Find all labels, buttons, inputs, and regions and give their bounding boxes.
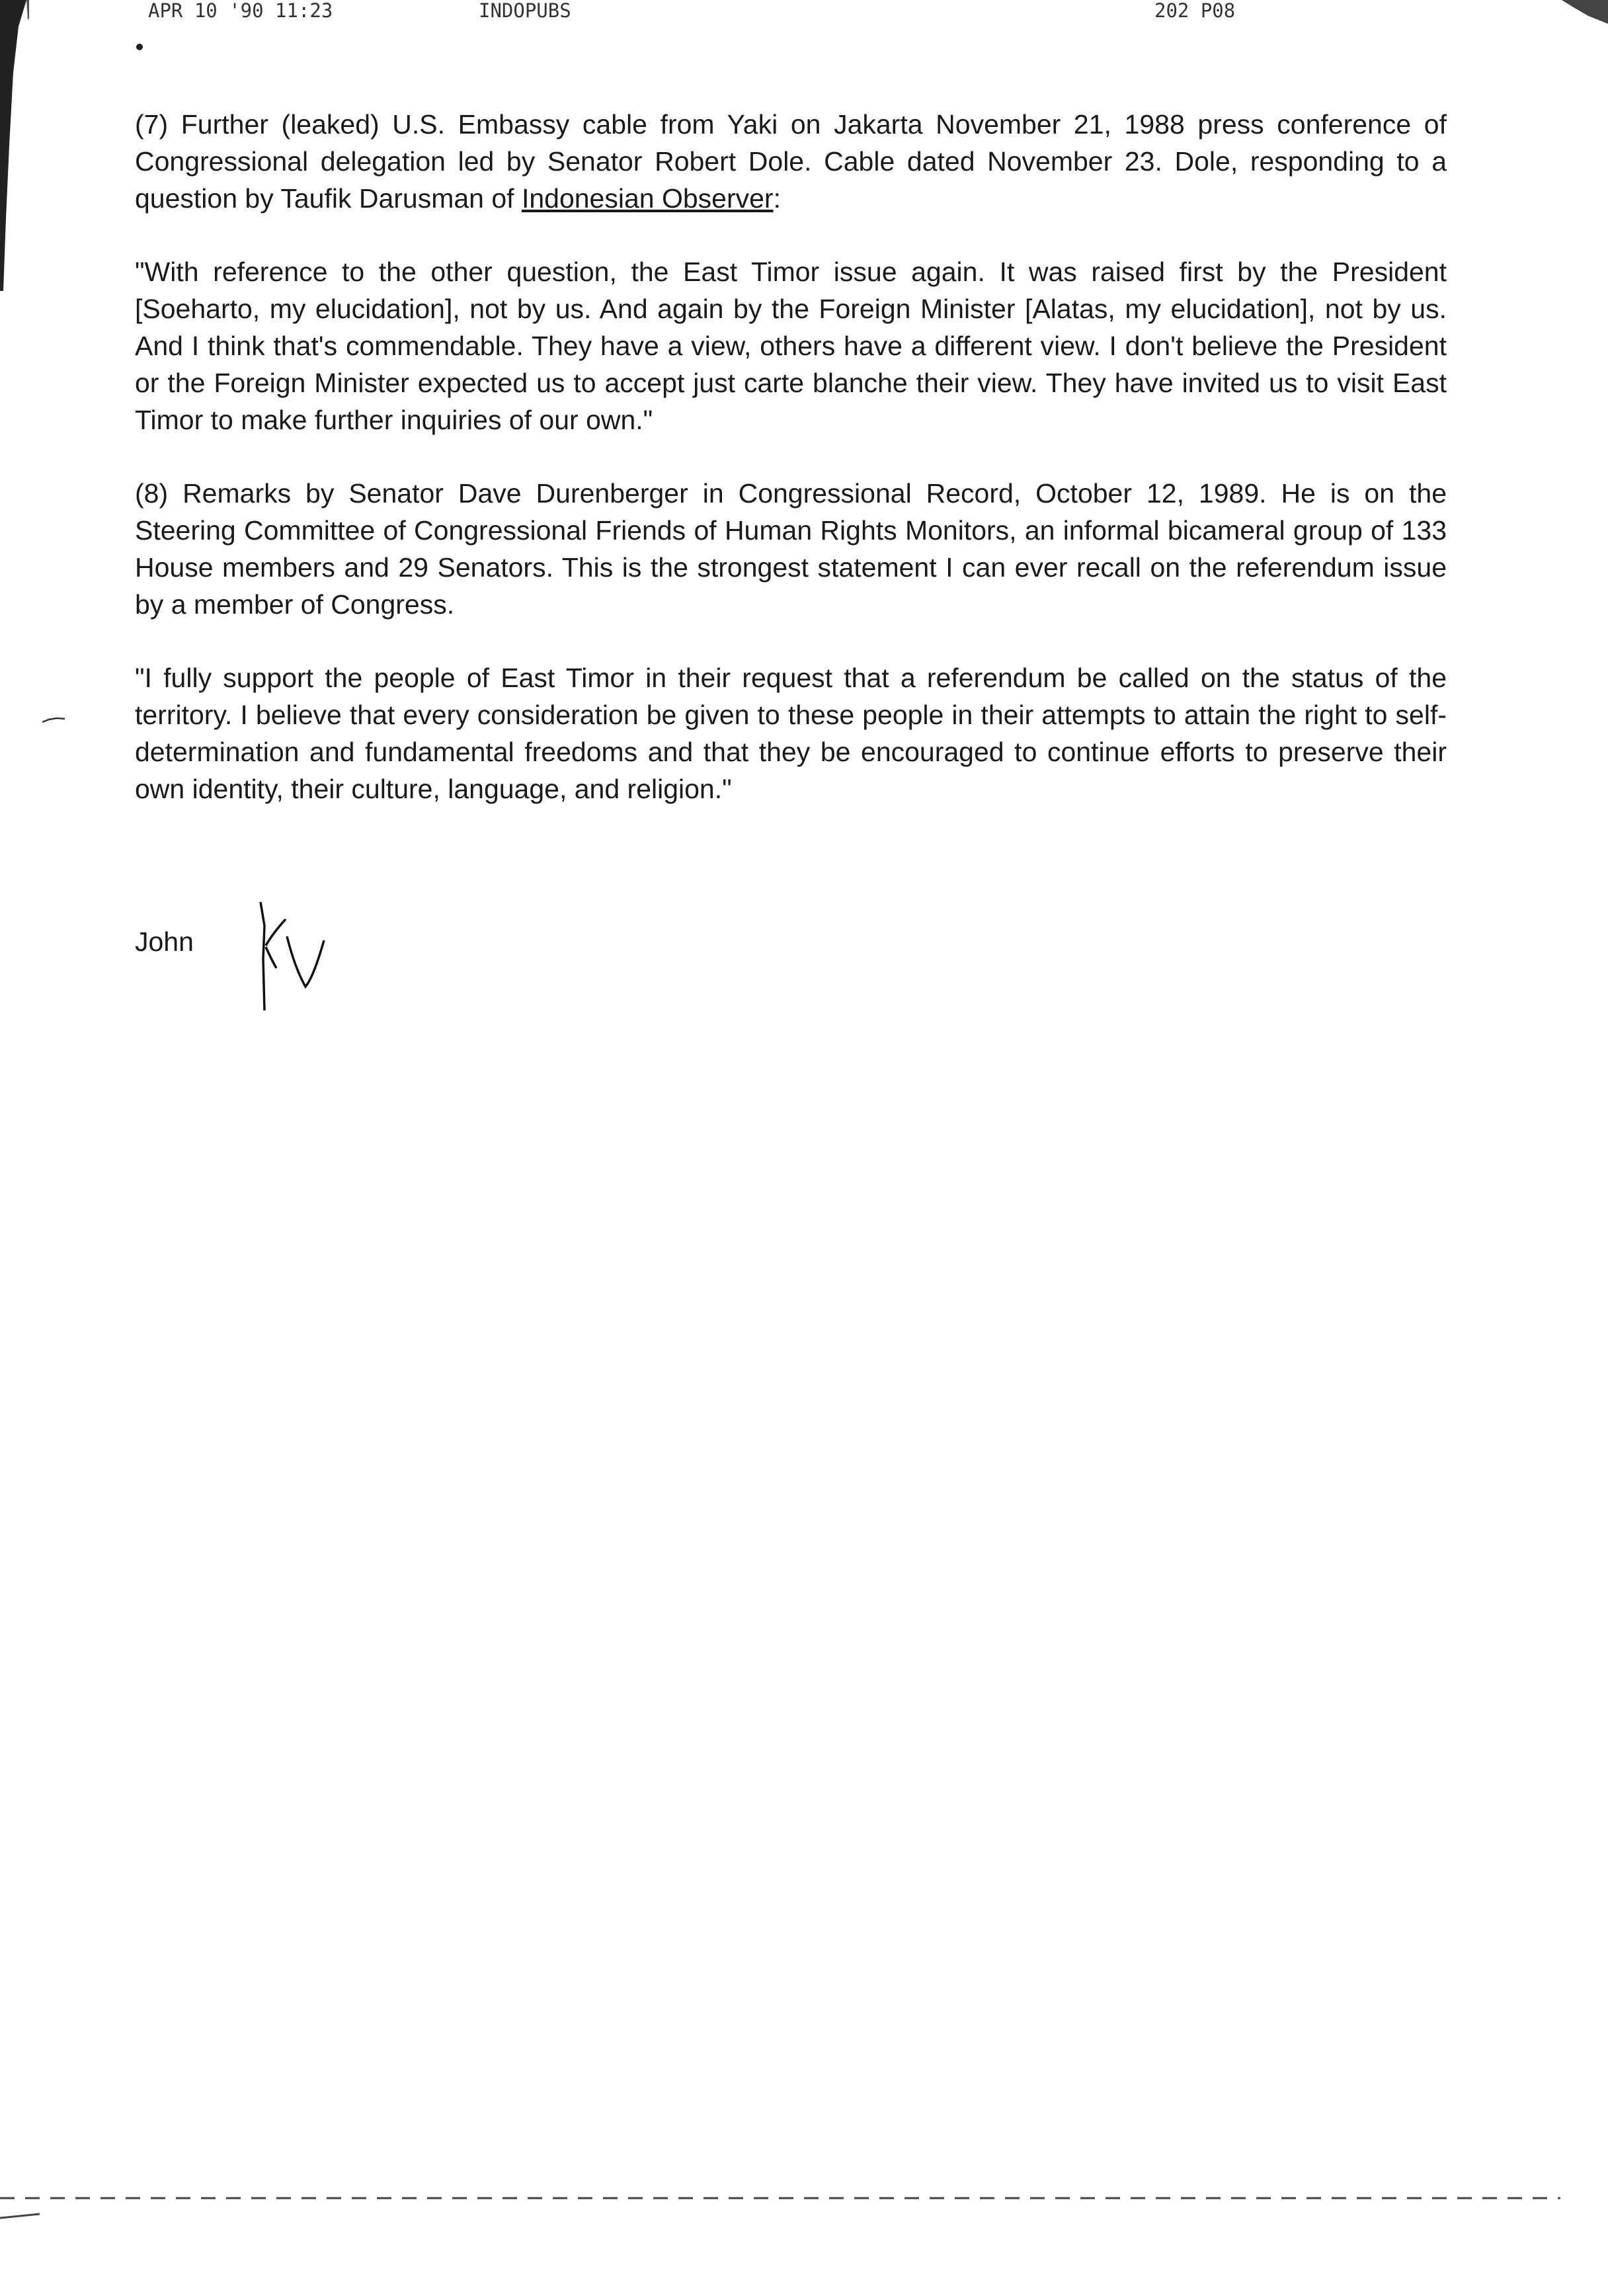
paragraph-8: (8) Remarks by Senator Dave Durenberger in Congressional Record, October 12, 1989. He is on the Steering Committee of Congressional Friends of Human Rights Monitors, an informal bicameral group of 133 House members and 29 Senators. This is the strongest statement I can ever recall on the referendum issue by a member of Congress. — [135, 478, 1447, 620]
fax-page-number: 202 P08 — [1154, 0, 1236, 22]
margin-mark — [41, 716, 67, 725]
scan-smudge-left — [0, 0, 29, 291]
paragraph-7-text: (7) Further (leaked) U.S. Embassy cable from Yaki on Jakarta November 21, 1988 press conference of Congressional delegation led by Senator Robert Dole. Cable dated November 23. Dole, responding to a question by Taufik Darusman of — [135, 109, 1447, 214]
durenberger-quote: "I fully support the people of East Timor in their request that a referendum be called on the status of the territory. I believe that every consideration be given to these people in their attempts to attain the right to self-determination and fundamental freedoms and that they be encouraged to continue efforts to preserve their own identity, their culture, language, and religion." — [135, 663, 1447, 804]
scan-smudge-right — [1535, 0, 1608, 33]
signature-initials — [251, 899, 357, 1012]
signature-name: John — [135, 926, 194, 957]
scan-dot — [136, 44, 143, 50]
fax-footer-dashes — [0, 2182, 1608, 2222]
fax-sender: INDOPUBS — [479, 0, 571, 22]
fax-header — [0, 0, 1608, 26]
paragraph-7-colon: : — [773, 183, 781, 214]
publication-title: Indonesian Observer — [521, 183, 774, 214]
paragraph-7 — [135, 106, 1447, 217]
fax-date-time: APR 10 '90 11:23 — [148, 0, 333, 22]
dole-quote: "With reference to the other question, the East Timor issue again. It was raised first by the President [Soeharto, my elucidation], not by us. And again by the Foreign Minister [Alatas, my elucidation], not by us. And I think that's commendable. They have a view, others have a different view. I don't believe the President or the Foreign Minister expected us to accept just carte blanche their view. They have invited us to visit East Timor to make further inquiries of our own." — [135, 257, 1447, 435]
document-body — [135, 106, 1447, 844]
signature-block — [135, 899, 465, 1018]
